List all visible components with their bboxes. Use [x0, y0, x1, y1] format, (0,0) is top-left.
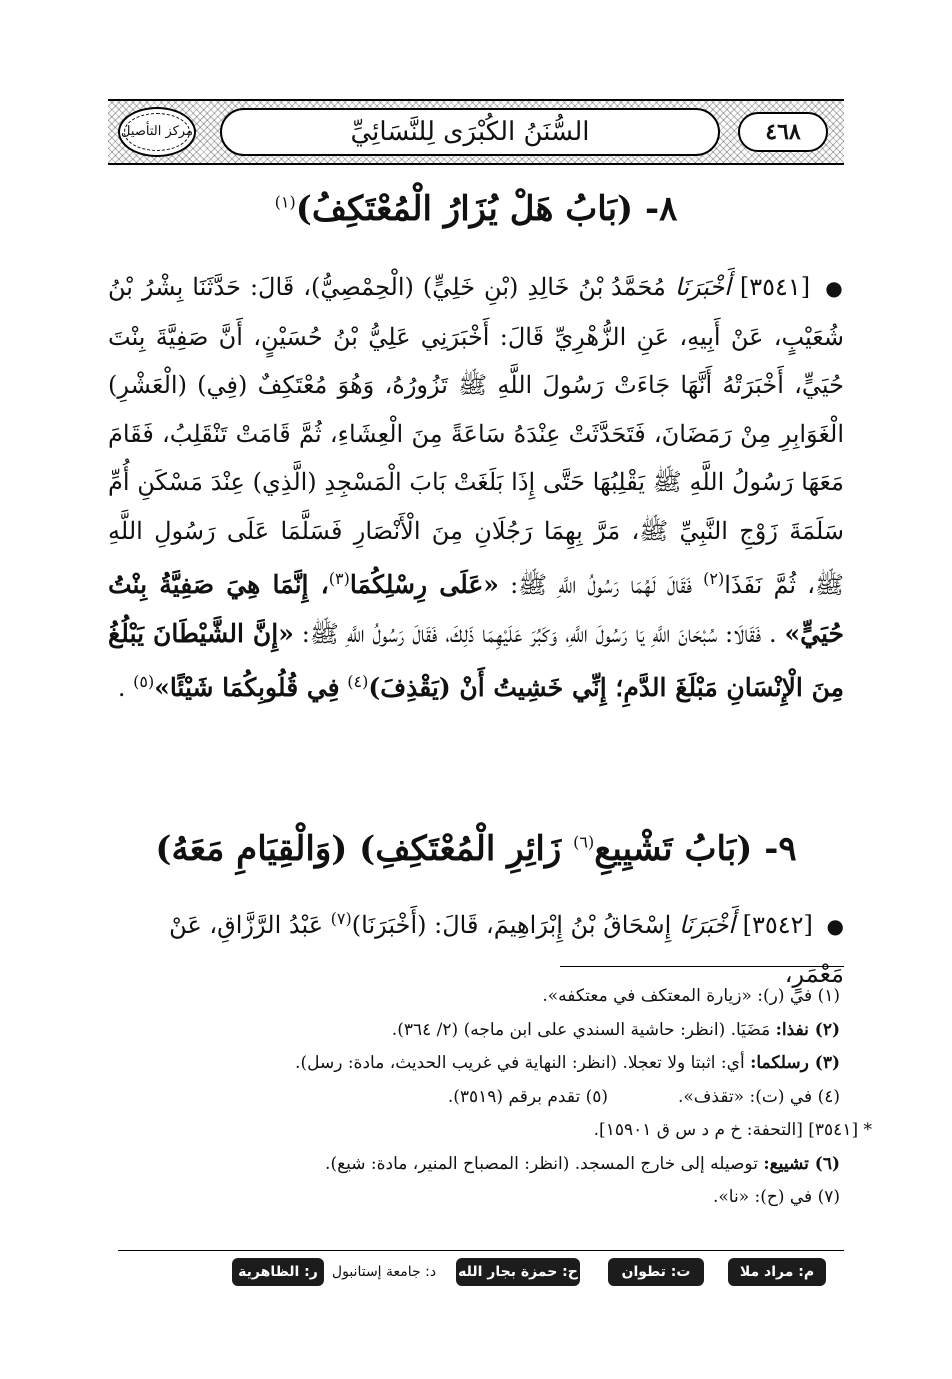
footnote-ref-5: (٥)	[133, 672, 155, 691]
footnote-ref-3: (٣)	[328, 569, 350, 588]
footnote-7: (٧) في (ح): «نا».	[712, 1187, 840, 1207]
hadith-3541	[108, 263, 844, 713]
page-number: ٤٦٨	[765, 119, 801, 145]
publisher-logo	[118, 107, 196, 157]
footnote-3-text: أي: اثبتا ولا تعجلا. (انظر: النهاية في غريب الحديث، مادة: رسل).	[295, 1053, 745, 1073]
footnote-ref-6: (٦)	[573, 832, 595, 852]
book-title: السُّنَنُ الكُبْرَى لِلنَّسَائِيِّ	[350, 117, 590, 147]
footnote-6-label: (٦) تشييع:	[763, 1153, 840, 1174]
footnote-separator	[560, 966, 844, 967]
footnote-ref-4: (٤)	[347, 672, 369, 691]
footnote-2	[140, 1014, 840, 1048]
footnote-pair	[140, 1081, 840, 1115]
hadith-intro: أَخْبَرَنَا	[678, 911, 735, 939]
footnote-5: (٥) تقدم برقم (٣٥١٩).	[447, 1086, 608, 1107]
hadith-text: . فَقَالَا: سُبْحَانَ اللَّهِ يَا رَسُولَ اللَّهِ، وَكَبُرَ عَلَيْهِمَا ذَلِكَ، فَقَالَ رَسُولُ اللَّهِ ﷺ:	[301, 619, 777, 648]
hadith-text: عَبْدُ الرَّزَّاقِ، عَنْ مَعْمَرٍ،	[169, 911, 844, 988]
hadith-text: فَقَالَ لَهُمَا رَسُولُ اللَّهِ ﷺ:	[510, 571, 692, 599]
page-header	[108, 99, 844, 165]
manuscript-separator	[118, 1250, 844, 1251]
takhrij-note: * [٣٥٤١] [التحفة: خ م د س ق ١٥٩٠١].	[593, 1120, 872, 1140]
hadith-number: [٣٥٤٢]	[742, 911, 813, 939]
hadith-number: [٣٥٤١]	[739, 273, 811, 301]
footnote-6-text: توصيله إلى خارج المسجد. (انظر: المصباح المنير، مادة: شيع).	[325, 1153, 758, 1174]
section-9-title-a: ٩- (بَابُ تَشْيِيعِ	[594, 829, 797, 869]
prophet-quote: فِي قُلُوبِكُمَا شَيْئًا»	[154, 673, 340, 702]
bullet-icon: ●	[825, 276, 845, 300]
section-8-heading	[108, 186, 844, 234]
footnote-2-label: (٢) نفذا:	[775, 1019, 840, 1040]
hadith-text: إِسْحَاقُ بْنُ إِبْرَاهِيمَ، قَالَ: (أَخْبَرَنَا)	[351, 911, 672, 939]
prophet-quote: ، إِنَّمَا هِيَ صَفِيَّةُ بِنْتُ حُيَيٍّ»	[108, 570, 844, 648]
bullet-icon: ●	[826, 914, 844, 938]
section-9-title-b: زَائِرِ الْمُعْتَكِفِ) (وَالْقِيَامِ مَعَهُ)	[155, 829, 562, 869]
manuscript-legend	[108, 1258, 844, 1292]
manuscript-badge: ت: تطوان	[608, 1258, 704, 1286]
hadith-text: مُحَمَّدُ بْنُ خَالِدِ (بْنِ خَلِيٍّ) (الْحِمْصِيُّ)، قَالَ: حَدَّثَنَا بِشْرُ بْنُ شُعَيْبٍ، عَنْ أَبِيهِ، عَنِ الزُّهْرِيِّ قَالَ: أَخْبَرَنِي عَلِيُّ بْنُ حُسَيْنٍ، أَنَّ صَفِيَّةَ بِنْتَ حُيَيٍّ، أَخْبَرَتْهُ أَنَّهَا جَاءَتْ رَسُولَ اللَّهِ ﷺ تَزُورُهُ، وَهُوَ مُعْتَكِفٌ (فِي) (الْعَشْرِ) الْغَوَابِرِ مِنْ رَمَضَانَ، فَتَحَدَّثَتْ عِنْدَهُ سَاعَةً مِنَ الْعِشَاءِ، ثُمَّ قَامَتْ تَنْقَلِبُ، فَقَامَ مَعَهَا رَسُولُ اللَّهِ ﷺ يَقْلِبُهَا حَتَّى إِذَا بَلَغَتْ بَابَ الْمَسْجِدِ (الَّذِي) عِنْدَ مَسْكَنِ أُمِّ سَلَمَةَ زَوْجِ النَّبِيِّ ﷺ، مَرَّ بِهِمَا رَجُلَانِ مِنَ الْأَنْصَارِ فَسَلَّمَا عَلَى رَسُولِ اللَّهِ ﷺ، ثُمَّ نَفَذَا	[108, 273, 844, 599]
book-title-cartouche	[220, 108, 720, 156]
manuscript-badge: د: جامعة إستانبول	[331, 1264, 437, 1280]
footnote-ref-1: (١)	[274, 192, 296, 212]
footnote-ref-2: (٢)	[703, 569, 725, 588]
prophet-quote: «عَلَى رِسْلِكُمَا	[349, 570, 499, 599]
manuscript-badge: م: مراد ملا	[728, 1258, 826, 1286]
footnote-4: (٤) في (ت): «تقذف».	[678, 1086, 840, 1107]
prophet-quote: «إِنَّ الشَّيْطَانَ يَبْلُغُ مِنَ الْإِنْسَانِ مَبْلَغَ الدَّمِ؛ إِنِّي خَشِيتُ أَنْ (يَقْذِفَ)	[108, 618, 844, 702]
section-9-heading	[108, 826, 844, 874]
section-8-title: ٨- (بَابُ هَلْ يُزَارُ الْمُعْتَكِفُ)	[295, 189, 678, 229]
footnote-3-label: (٣) رسلكما:	[750, 1053, 840, 1073]
manuscript-badge: ح: حمزة بجار الله	[456, 1258, 580, 1286]
hadith-end: .	[117, 674, 126, 702]
page-number-cartouche	[738, 112, 828, 152]
footnotes	[140, 980, 872, 1215]
hadith-intro: أَخْبَرَنَا	[674, 273, 731, 301]
footnote-1: (١) في (ر): «زيارة المعتكف في معتكفه».	[542, 986, 840, 1006]
footnote-6	[140, 1148, 840, 1182]
footnote-3	[140, 1047, 840, 1081]
footnote-ref-7: (٧)	[330, 909, 352, 928]
footnote-2-text: مَضَيَا. (انظر: حاشية السندي على ابن ماجه) (٢/ ٣٦٤).	[391, 1019, 771, 1040]
manuscript-badge: ر: الظاهرية	[232, 1258, 324, 1286]
logo-text: مركز التأصيل	[121, 123, 193, 139]
